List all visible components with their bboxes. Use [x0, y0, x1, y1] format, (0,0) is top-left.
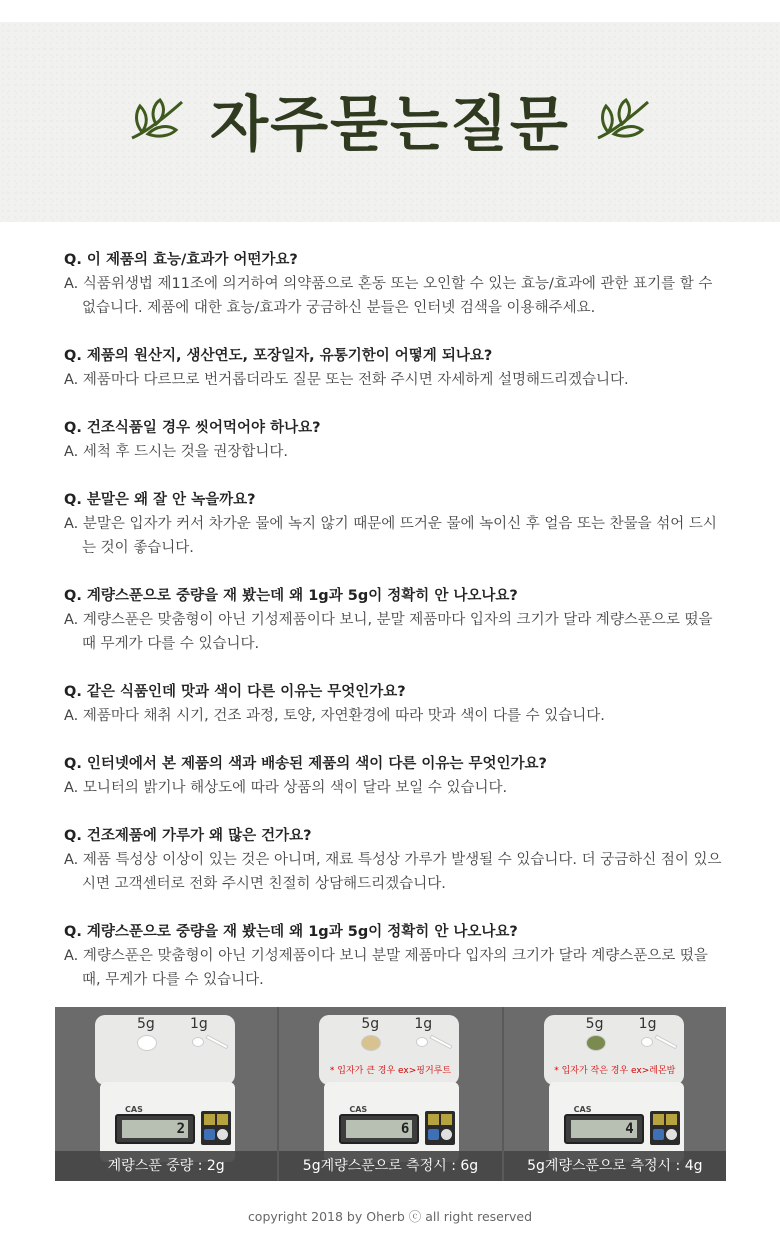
scale-display	[339, 1114, 419, 1144]
spoon-1g	[641, 1037, 653, 1047]
scale-note: * 입자가 큰 경우 ex>핑거루트	[329, 1066, 452, 1076]
banner-inner	[126, 77, 654, 163]
faq-question: Q. 계량스푼으로 중량을 재 봤는데 왜 1g과 5g이 정확히 안 나오나요?	[64, 588, 518, 604]
laurel-leaf-icon	[126, 96, 188, 144]
faq-question: Q. 분말은 왜 잘 안 녹을까요?	[64, 492, 256, 508]
faq-answer: A. 제품 특성상 이상이 있는 것은 아니며, 재료 특성상 가루가 발생될 수 있습니다. 더 궁금하신 점이 있으시면 고객센터로 전화 주시면 친절히 상담해드리겠습니다.	[64, 852, 722, 892]
faq-item	[64, 824, 724, 896]
spoon-label-5g: 5g	[137, 1016, 155, 1032]
faq-item	[64, 752, 724, 800]
faq-item	[64, 248, 724, 320]
scale-caption: 5g계량스푼으로 측정시 : 4g	[504, 1151, 726, 1181]
page-title: 자주묻는질문	[210, 90, 570, 160]
spoon-label-5g: 5g	[585, 1016, 604, 1032]
faq-item	[64, 680, 724, 728]
scale-button	[204, 1114, 215, 1125]
scale-brand: CAS	[125, 1105, 143, 1114]
faq-answer: A. 제품마다 채취 시기, 건조 과정, 토양, 자연환경에 따라 맛과 색이 다를 수 있습니다.	[64, 708, 605, 724]
scale-buttons	[425, 1111, 455, 1145]
scale-reading: 2	[122, 1120, 188, 1138]
scale-button	[653, 1114, 664, 1125]
scale-button	[204, 1129, 215, 1140]
faq-answer: A. 세척 후 드시는 것을 권장합니다.	[64, 444, 289, 460]
scale-photo	[279, 1007, 501, 1181]
scale-photo	[55, 1007, 277, 1181]
scale-button	[666, 1114, 677, 1125]
faq-question: Q. 계량스푼으로 중량을 재 봤는데 왜 1g과 5g이 정확히 안 나오나요?	[64, 924, 518, 940]
scale-buttons	[201, 1111, 231, 1145]
spoon-5g	[137, 1035, 157, 1051]
faq-question: Q. 제품의 원산지, 생산연도, 포장일자, 유통기한이 어떻게 되나요?	[64, 348, 493, 364]
faq-answer: A. 계량스푼은 맞춤형이 아닌 기성제품이다 보니, 분말 제품마다 입자의 크기가 달라 계량스푼으로 떴을 때 무게가 다를 수 있습니다.	[64, 612, 713, 652]
faq-list	[64, 248, 724, 1016]
scale-display	[564, 1114, 644, 1144]
spoon-label-1g: 1g	[414, 1016, 433, 1032]
scale-caption: 계량스푼 중량 : 2g	[55, 1151, 277, 1181]
copyright: copyright 2018 by Oherb ⓒ all right reserved	[247, 1209, 533, 1224]
scale-button	[217, 1114, 228, 1125]
power-icon	[441, 1129, 452, 1140]
spoon-5g	[586, 1035, 606, 1051]
faq-item	[64, 920, 724, 992]
faq-item	[64, 416, 724, 464]
spoon-1g	[192, 1037, 204, 1047]
faq-question: Q. 이 제품의 효능/효과가 어떤가요?	[64, 252, 298, 268]
scale-button	[653, 1129, 664, 1140]
scale-button	[428, 1129, 439, 1140]
faq-answer: A. 식품위생법 제11조에 의거하여 의약품으로 혼동 또는 오인할 수 있는 효능/효과에 관한 표기를 할 수 없습니다. 제품에 대한 효능/효과가 궁금하신 분들은 인터넷 검색을 이용해주세요.	[64, 276, 713, 316]
faq-question: Q. 건조제품에 가루가 왜 많은 건가요?	[64, 828, 312, 844]
spoon-label-5g: 5g	[361, 1016, 380, 1032]
faq-banner	[0, 22, 780, 222]
power-icon	[666, 1129, 677, 1140]
faq-item	[64, 488, 724, 560]
scale-brand: CAS	[349, 1105, 368, 1114]
scale-button	[428, 1114, 439, 1125]
scale-top	[95, 1015, 235, 1085]
scale-reading: 4	[571, 1120, 637, 1138]
faq-question: Q. 같은 식품인데 맛과 색이 다른 이유는 무엇인가요?	[64, 684, 406, 700]
faq-answer: A. 모니터의 밝기나 해상도에 따라 상품의 색이 달라 보일 수 있습니다.	[64, 780, 508, 796]
spoon-label-1g: 1g	[638, 1016, 657, 1032]
scale-note: * 입자가 작은 경우 ex>레몬밤	[554, 1066, 676, 1076]
faq-question: Q. 건조식품일 경우 씻어먹어야 하나요?	[64, 420, 321, 436]
scale-buttons	[650, 1111, 680, 1145]
scale-reading: 6	[346, 1120, 412, 1138]
scale-photo	[504, 1007, 726, 1181]
scale-caption: 5g계량스푼으로 측정시 : 6g	[279, 1151, 501, 1181]
scale-display	[115, 1114, 195, 1144]
faq-item	[64, 584, 724, 656]
faq-answer: A. 계량스푼은 맞춤형이 아닌 기성제품이다 보니 분말 제품마다 입자의 크기가 달라 계량스푼으로 떴을 때, 무게가 다를 수 있습니다.	[64, 948, 708, 988]
laurel-leaf-icon	[592, 96, 654, 144]
power-icon	[217, 1129, 228, 1140]
faq-answer: A. 분말은 입자가 커서 차가운 물에 녹지 않기 때문에 뜨거운 물에 녹이신 후 얼음 또는 찬물을 섞어 드시는 것이 좋습니다.	[64, 516, 717, 556]
scale-button	[441, 1114, 452, 1125]
faq-answer: A. 제품마다 다르므로 번거롭더라도 질문 또는 전화 주시면 자세하게 설명해드리겠습니다.	[64, 372, 629, 388]
faq-item	[64, 344, 724, 392]
faq-question: Q. 인터넷에서 본 제품의 색과 배송된 제품의 색이 다른 이유는 무엇인가요?	[64, 756, 547, 772]
spoon-label-1g: 1g	[190, 1016, 208, 1032]
scale-brand: CAS	[573, 1105, 592, 1114]
scale-photo-strip	[55, 1007, 726, 1181]
